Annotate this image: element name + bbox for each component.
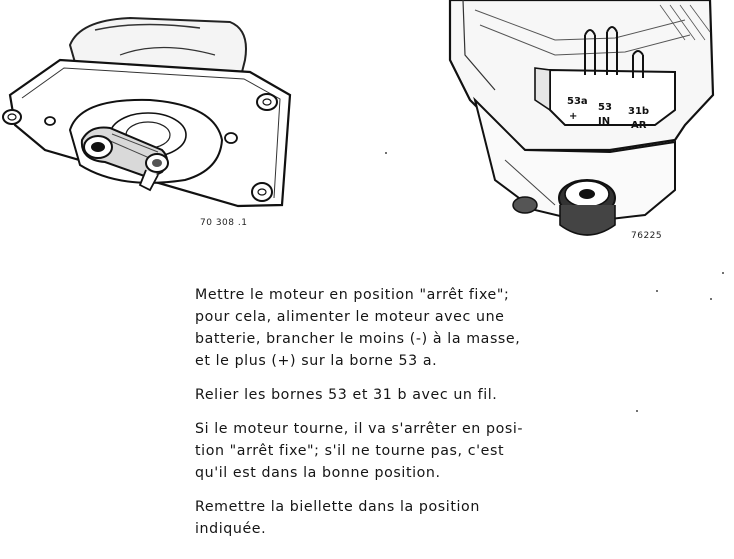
text-line: Remettre la biellette dans la position (195, 499, 480, 515)
scan-speck (385, 152, 387, 154)
text-line: tion "arrêt fixe"; s'il ne tourne pas, c'est (195, 443, 505, 459)
terminal-mark-in: IN (598, 116, 611, 127)
paragraph-motor-behavior (195, 418, 595, 484)
text-line: Relier les bornes 53 et 31 b avec un fil. (195, 387, 498, 403)
instruction-text (195, 284, 595, 540)
terminal-label-53a: 53a (567, 96, 588, 107)
paragraph-set-stop-position (195, 284, 595, 372)
figure-code-left: 70 308 .1 (200, 218, 248, 228)
text-line: Si le moteur tourne, il va s'arrêter en posi- (195, 421, 524, 437)
text-line: indiquée. (195, 521, 267, 537)
terminal-block-illustration (435, 0, 725, 250)
scan-speck (710, 298, 712, 300)
terminal-mark-plus: + (569, 111, 578, 122)
text-line: batterie, brancher le moins (-) à la masse, (195, 331, 521, 347)
scan-speck (636, 410, 638, 412)
text-line: Mettre le moteur en position "arrêt fixe"; (195, 287, 510, 303)
terminal-label-31b: 31b (628, 106, 650, 117)
figure-code-right: 76225 (631, 231, 663, 241)
scan-speck (722, 272, 724, 274)
scan-speck (656, 290, 658, 292)
motor-plate-drawing (0, 0, 300, 240)
text-line: et le plus (+) sur la borne 53 a. (195, 353, 438, 369)
paragraph-connect-terminals (195, 384, 595, 406)
paragraph-reinstall-link (195, 496, 595, 540)
terminal-block-drawing (435, 0, 725, 250)
motor-plate-illustration (0, 0, 300, 240)
text-line: pour cela, alimenter le moteur avec une (195, 309, 505, 325)
text-line: qu'il est dans la bonne position. (195, 465, 441, 481)
terminal-mark-ar: AR (631, 120, 647, 131)
terminal-label-53: 53 (598, 102, 612, 113)
